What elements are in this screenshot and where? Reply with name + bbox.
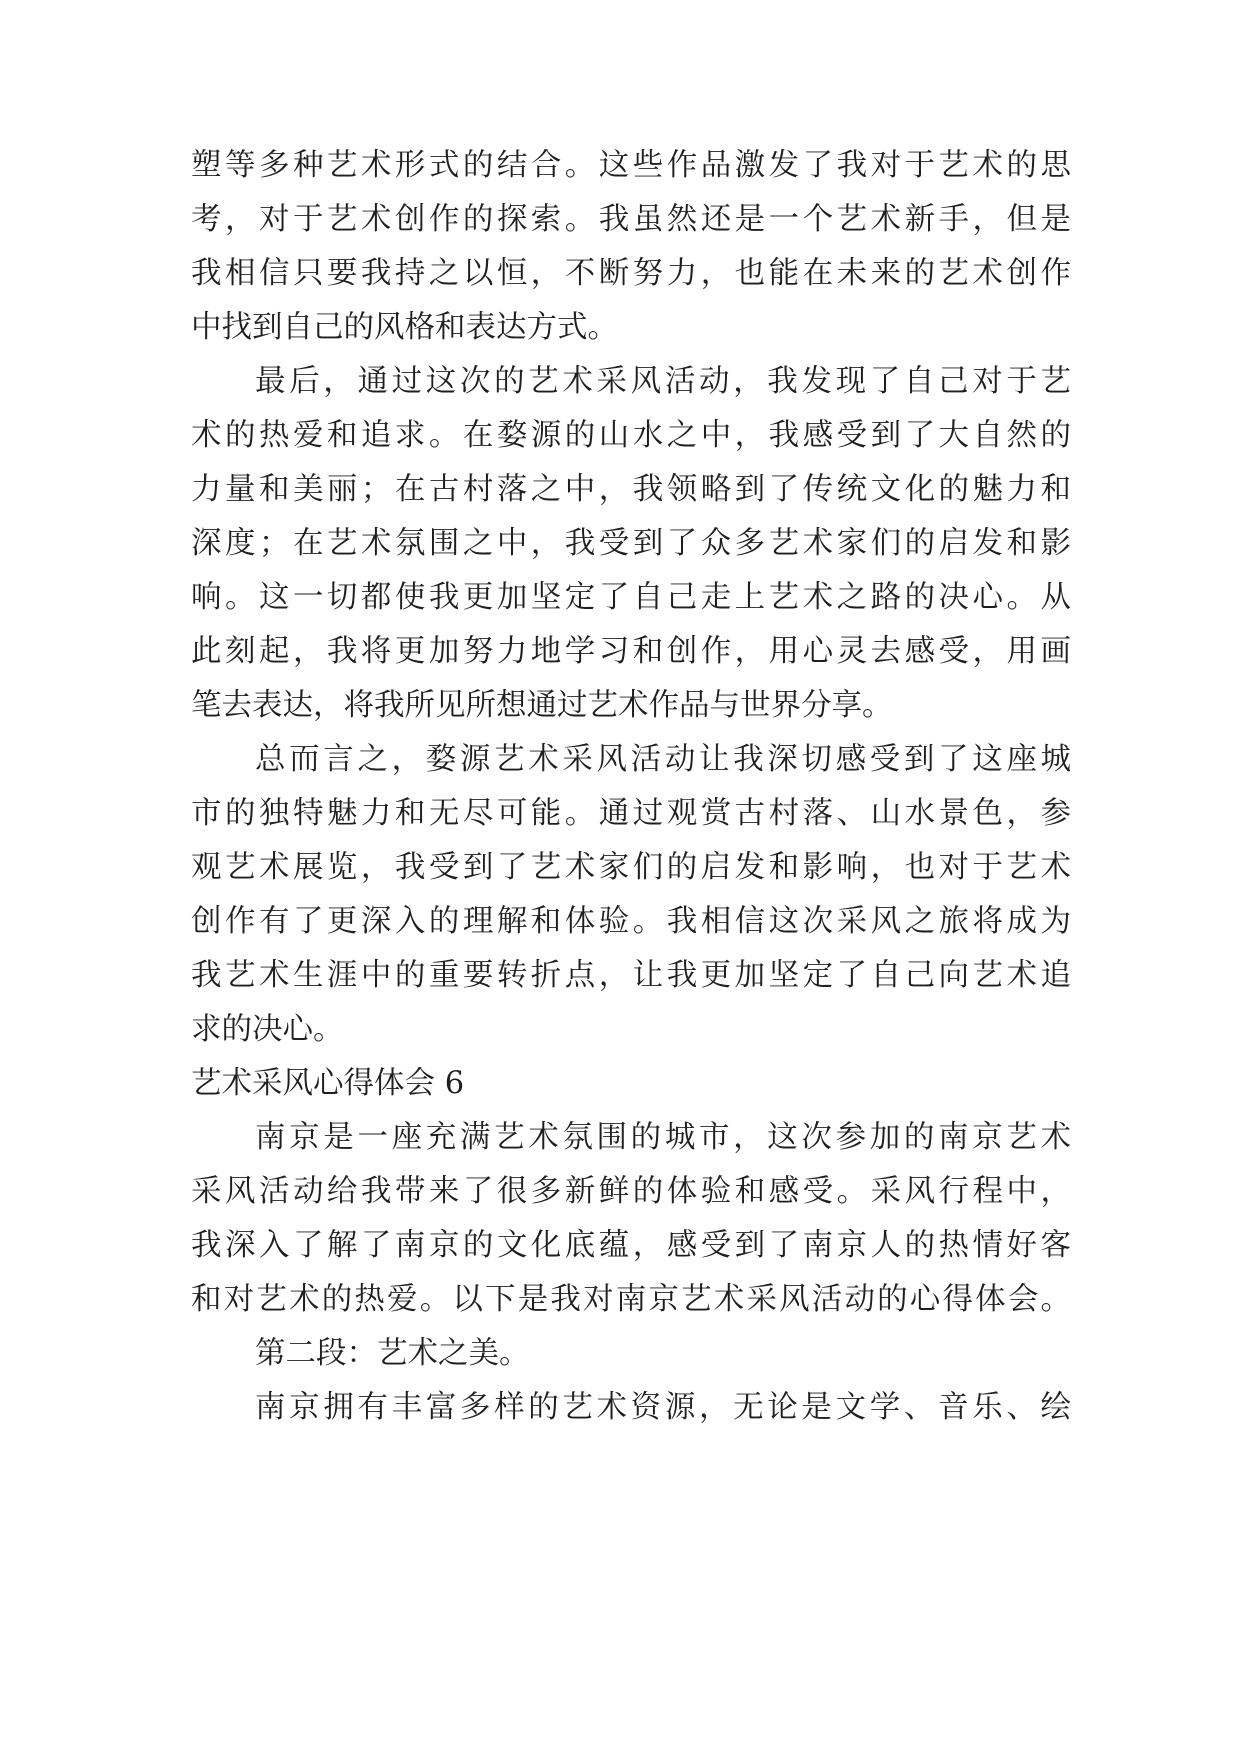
- text-line: 我艺术生涯中的重要转折点，让我更加坚定了自己向艺术追: [191, 958, 1071, 993]
- paragraph-first-line: 最后，通过这次的艺术采风活动，我发现了自己对于艺: [255, 364, 1071, 399]
- text-line: 响。这一切都使我更加坚定了自己走上艺术之路的决心。从: [191, 580, 1071, 615]
- paragraph-first-line: 南京拥有丰富多样的艺术资源，无论是文学、音乐、绘: [255, 1390, 1071, 1425]
- text-line: 创作有了更深入的理解和体验。我相信这次采风之旅将成为: [191, 904, 1071, 939]
- text-line: 考，对于艺术创作的探索。我虽然还是一个艺术新手，但是: [191, 202, 1071, 237]
- text-line: 观艺术展览，我受到了艺术家们的启发和影响，也对于艺术: [191, 850, 1071, 885]
- text-line: 此刻起，我将更加努力地学习和创作，用心灵去感受，用画: [191, 634, 1071, 669]
- text-line: 力量和美丽；在古村落之中，我领略到了传统文化的魅力和: [191, 472, 1071, 507]
- paragraph-first-line: 第二段：艺术之美。: [255, 1336, 530, 1371]
- section-heading: 艺术采风心得体会 6: [191, 1066, 465, 1101]
- paragraph-first-line: 南京是一座充满艺术氛围的城市，这次参加的南京艺术: [255, 1120, 1071, 1155]
- text-line: 笔去表达，将我所见所想通过艺术作品与世界分享。: [191, 688, 893, 723]
- text-line: 求的决心。: [191, 1012, 344, 1047]
- text-line: 采风活动给我带来了很多新鲜的体验和感受。采风行程中，: [191, 1174, 1071, 1209]
- text-line: 我相信只要我持之以恒，不断努力，也能在未来的艺术创作: [191, 256, 1071, 291]
- text-line: 塑等多种艺术形式的结合。这些作品激发了我对于艺术的思: [191, 148, 1071, 183]
- text-line: 市的独特魅力和无尽可能。通过观赏古村落、山水景色，参: [191, 796, 1071, 831]
- text-line: 术的热爱和追求。在婺源的山水之中，我感受到了大自然的: [191, 418, 1071, 453]
- text-line: 和对艺术的热爱。以下是我对南京艺术采风活动的心得体会。: [191, 1282, 1071, 1317]
- text-line: 深度；在艺术氛围之中，我受到了众多艺术家们的启发和影: [191, 526, 1071, 561]
- paragraph-first-line: 总而言之，婺源艺术采风活动让我深切感受到了这座城: [255, 742, 1071, 777]
- text-line: 我深入了解了南京的文化底蕴，感受到了南京人的热情好客: [191, 1228, 1071, 1263]
- text-line: 中找到自己的风格和表达方式。: [191, 310, 618, 345]
